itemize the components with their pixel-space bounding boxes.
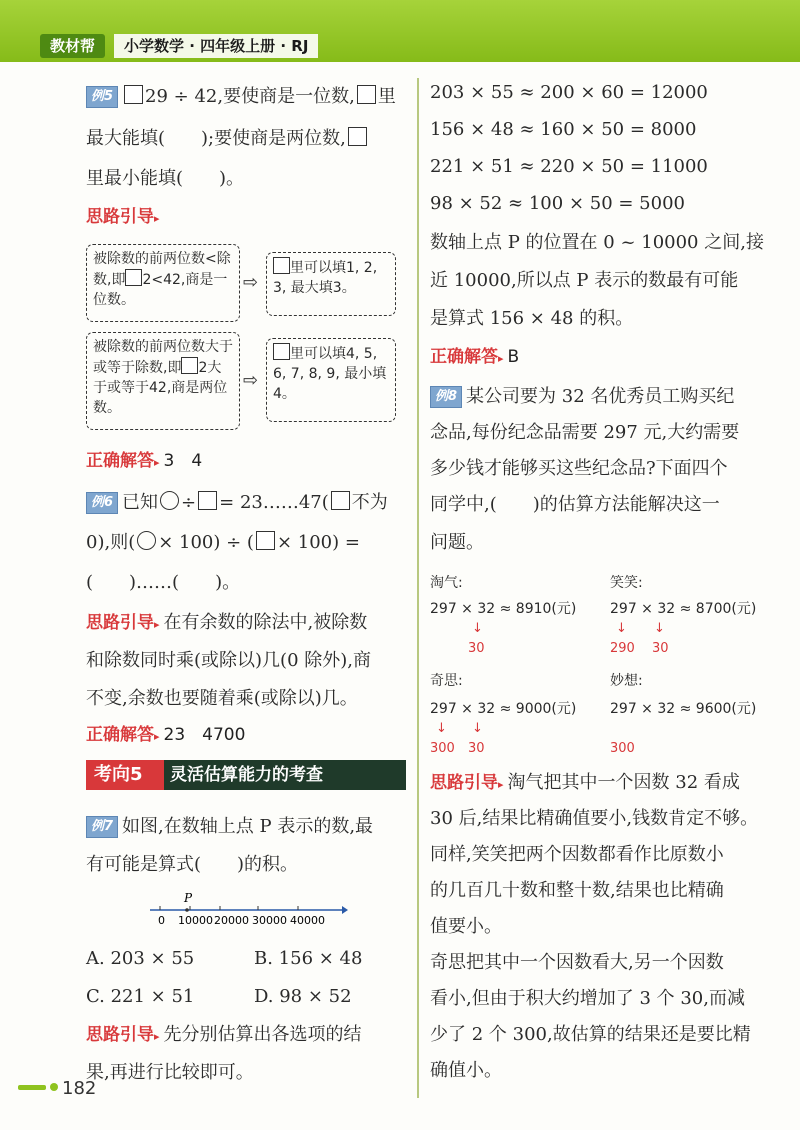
ex5-line3: 里最小能填( )。 [86, 168, 245, 189]
student-name: 淘气: [430, 575, 463, 591]
down-arrow-icon: ↓ [436, 721, 447, 736]
ex7-explain-1: 数轴上点 P 的位置在 0 ~ 10000 之间,接 [430, 232, 764, 253]
section-title: 灵活估算能力的考查 [170, 765, 323, 785]
page-number: 182 [62, 1078, 97, 1099]
student-expr: 297 × 32 ≈ 8700(元) [610, 601, 757, 617]
ex6-tag: 例6 [86, 492, 118, 514]
ex8-hint-line: 看小,但由于积大约增加了 3 个 30,而减 [430, 988, 745, 1009]
point-p [185, 908, 189, 912]
circle-blank [160, 491, 179, 510]
calc-line: 156 × 48 ≈ 160 × 50 = 8000 [430, 119, 697, 140]
ex5-reason-box-4: 里可以填4, 5, 6, 7, 8, 9, 最小填4。 [266, 338, 396, 422]
ex8-hint-line: 奇思把其中一个因数看大,另一个因数 [430, 952, 724, 973]
blank-box [273, 343, 290, 360]
ex8-hint-line: 同样,笑笑把两个因数都看作比原数小 [430, 844, 724, 865]
ex7-hint-line2: 果,再进行比较即可。 [86, 1062, 254, 1083]
ex7-line1: 例7 如图,在数轴上点 P 表示的数,最 [86, 814, 373, 840]
tick-label: 30000 [252, 914, 287, 927]
brand-badge: 教材帮 [40, 34, 105, 58]
option-b: B. 156 × 48 [254, 948, 363, 969]
ex7-tag: 例7 [86, 816, 118, 838]
ex6-line2: 0),则( × 100) ÷ ( × 100) = [86, 532, 360, 553]
estimate-mark: 300 [610, 741, 635, 756]
blank-box [181, 357, 198, 374]
ex7-answer: 正确解答▸ B [430, 347, 520, 367]
student-expr: 297 × 32 ≈ 9000(元) [430, 701, 577, 717]
student-name: 笑笑: [610, 575, 643, 591]
ex8-line2: 念品,每份纪念品需要 297 元,大约需要 [430, 422, 740, 443]
calc-line: 203 × 55 ≈ 200 × 60 = 12000 [430, 82, 708, 103]
blank-box [125, 269, 142, 286]
ex8-hint-line: 的几百几十数和整十数,结果也比精确 [430, 880, 724, 901]
ex5-tag: 例5 [86, 86, 118, 108]
page-dot [50, 1083, 58, 1091]
calc-line: 98 × 52 ≈ 100 × 50 = 5000 [430, 193, 685, 214]
option-d: D. 98 × 52 [254, 986, 352, 1007]
point-p-label: P [184, 891, 193, 905]
right-arrow-icon: ⇨ [243, 370, 259, 391]
ex8-hint-line: 确值小。 [430, 1060, 502, 1081]
estimate-mark: 30 [468, 641, 485, 656]
ex6-hint: 思路引导▸ 在有余数的除法中,被除数 [86, 612, 368, 633]
ex8-hint-line: 值要小。 [430, 916, 502, 937]
blank-box [357, 85, 376, 104]
option-a: A. 203 × 55 [86, 948, 195, 969]
ex8-line5: 问题。 [430, 532, 484, 553]
blank-box [256, 531, 275, 550]
section-label: 考向5 [86, 760, 164, 790]
page-bar [18, 1085, 46, 1090]
blank-box [124, 85, 143, 104]
estimate-mark: 300 [430, 741, 455, 756]
ex8-line3: 多少钱才能够买这些纪念品?下面四个 [430, 458, 728, 479]
tick-label: 0 [158, 914, 165, 927]
ex5-answer: 正确解答▸ 3 4 [86, 451, 203, 471]
blank-box [198, 491, 217, 510]
blank-box [348, 127, 367, 146]
ex7-explain-2: 近 10000,所以点 P 表示的数最有可能 [430, 270, 739, 291]
estimate-mark: 30 [652, 641, 669, 656]
ex6-line3: ( )……( )。 [86, 572, 241, 593]
down-arrow-icon: ↓ [472, 721, 483, 736]
tick-label: 10000 [178, 914, 213, 927]
ex7-explain-3: 是算式 156 × 48 的积。 [430, 308, 634, 329]
option-c: C. 221 × 51 [86, 986, 195, 1007]
circle-blank [137, 531, 156, 550]
down-arrow-icon: ↓ [616, 621, 627, 636]
student-name: 妙想: [610, 673, 643, 689]
estimate-mark: 290 [610, 641, 635, 656]
tick-label: 40000 [290, 914, 325, 927]
blank-box [331, 491, 350, 510]
down-arrow-icon: ↓ [472, 621, 483, 636]
axis-arrow [342, 906, 348, 914]
calc-line: 221 × 51 ≈ 220 × 50 = 11000 [430, 156, 708, 177]
ex8-hint-line: 少了 2 个 300,故估算的结果还是要比精 [430, 1024, 751, 1045]
tick-label: 20000 [214, 914, 249, 927]
estimate-mark: 30 [468, 741, 485, 756]
ex5-reason-box-3: 被除数的前两位数大于或等于除数,即 2大于或等于42,商是两位数。 [86, 332, 240, 430]
number-line [140, 888, 350, 928]
column-divider [417, 78, 419, 1098]
ex5-hint-label: 思路引导▸ [86, 207, 160, 227]
ex8-line1: 例8 某公司要为 32 名优秀员工购买纪 [430, 384, 734, 410]
book-title: 小学数学 · 四年级上册 · RJ [114, 34, 318, 58]
ex8-hint: 思路引导▸ 淘气把其中一个因数 32 看成 [430, 772, 740, 793]
down-arrow-icon: ↓ [654, 621, 665, 636]
ex5-reason-box-2: 里可以填1, 2, 3, 最大填3。 [266, 252, 396, 316]
student-expr: 297 × 32 ≈ 8910(元) [430, 601, 577, 617]
ex6-line1: 例6 已知 ÷ = 23……47( 不为 [86, 490, 388, 516]
ex7-line2: 有可能是算式( )的积。 [86, 854, 299, 875]
ex6-answer: 正确解答▸ 23 4700 [86, 725, 246, 745]
ex8-line4: 同学中,( )的估算方法能解决这一 [430, 494, 720, 515]
ex8-tag: 例8 [430, 386, 462, 408]
ex5-line2: 最大能填( );要使商是两位数, [86, 126, 369, 152]
blank-box [273, 257, 290, 274]
ex6-hint-line2: 和除数同时乘(或除以)几(0 除外),商 [86, 650, 371, 671]
student-expr: 297 × 32 ≈ 9600(元) [610, 701, 757, 717]
ex7-hint: 思路引导▸ 先分别估算出各选项的结 [86, 1024, 362, 1045]
student-name: 奇思: [430, 673, 463, 689]
ex5-reason-box-1: 被除数的前两位数<除数,即 2<42,商是一位数。 [86, 244, 240, 322]
right-arrow-icon: ⇨ [243, 272, 259, 293]
ex8-hint-line: 30 后,结果比精确值要小,钱数肯定不够。 [430, 808, 759, 829]
ex5-line1: 例5 29 ÷ 42,要使商是一位数, 里 [86, 84, 396, 110]
ex6-hint-line3: 不变,余数也要随着乘(或除以)几。 [86, 688, 358, 709]
